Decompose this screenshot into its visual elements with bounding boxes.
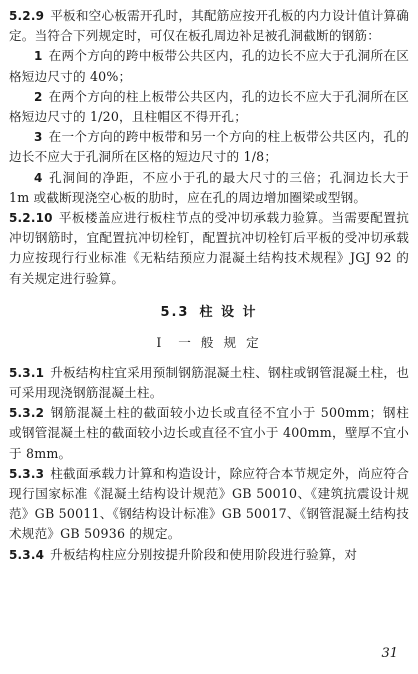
- clause-text: 钢筋混凝土柱的截面较小边长或直径不宜小于 500mm；钢柱或钢管混凝土柱的截面较小边长或直径不宜小于 400mm，壁厚不宜小于 8mm。: [9, 405, 409, 461]
- clause-text: 平板楼盖应进行板柱节点的受冲切承载力验算。当需要配置抗冲切钢筋时，宜配置抗冲切栓钉，配置抗冲切栓钉后平板的受冲切承载力应按现行行业标准《无粘结预应力混凝土结构技术规程》JGJ 92 的有关规定进行验算。: [9, 210, 409, 286]
- clause-number: 5.2.9: [9, 9, 45, 23]
- section-title: 柱 设 计: [199, 304, 258, 320]
- item-number: 2: [34, 89, 43, 104]
- item-number: 3: [34, 130, 43, 145]
- clause-5-2-9: [9, 6, 409, 46]
- item-number: 1: [34, 49, 43, 64]
- list-item: [9, 87, 409, 127]
- clause-5-3-3: [9, 464, 409, 545]
- item-number: 4: [34, 170, 43, 185]
- subsection-heading: [9, 333, 409, 355]
- section-number: 5.3: [160, 304, 190, 320]
- clause-text: 平板和空心板需开孔时，其配筋应按开孔板的内力设计值计算确定。当符合下列规定时，可仅在板孔周边补足被孔洞截断的钢筋：: [9, 8, 409, 44]
- item-text: 在一个方向的跨中板带和另一个方向的柱上板带公共区内，孔的边长不应大于孔洞所在区格的短边尺寸的 1/8；: [9, 129, 409, 165]
- clause-text: 升板结构柱应分别按提升阶段和使用阶段进行验算，对: [50, 546, 358, 562]
- clause-number: 5.3.4: [9, 547, 45, 562]
- item-text: 在两个方向的柱上板带公共区内，孔的边长不应大于孔洞所在区格短边尺寸的 1/20，且柱帽区不得开孔；: [9, 88, 409, 125]
- clause-number: 5.3.1: [9, 365, 45, 380]
- clause-5-3-4: [9, 545, 409, 565]
- clause-5-3-1: [9, 363, 409, 403]
- clause-number: 5.2.10: [9, 211, 53, 226]
- section-heading: [9, 303, 409, 325]
- page-number: 31: [381, 646, 398, 661]
- subsection-title: 一 般 规 定: [178, 334, 262, 350]
- document-page: [9, 0, 409, 565]
- item-text: 在两个方向的跨中板带公共区内，孔的边长不应大于孔洞所在区格短边尺寸的 40%；: [9, 48, 409, 84]
- list-item: [9, 127, 409, 167]
- clause-5-2-10: [9, 208, 409, 289]
- clause-number: 5.3.2: [9, 406, 45, 421]
- clause-text: 柱截面承载力计算和构造设计，除应符合本节规定外，尚应符合现行国家标准《混凝土结构设计规范》GB 50010、《建筑抗震设计规范》GB 50011、《钢结构设计标准》GB 50017、《钢管混凝土结构技术规范》GB 50936 的规定。: [9, 465, 409, 542]
- item-text: 孔洞间的净距，不应小于孔的最大尺寸的三倍；孔洞边长大于 1m 或截断现浇空心板的肋时，应在孔的周边增加圈梁或型钢。: [9, 169, 409, 205]
- subsection-numeral: Ⅰ: [156, 334, 165, 350]
- clause-text: 升板结构柱宜采用预制钢筋混凝土柱、钢柱或钢管混凝土柱，也可采用现浇钢筋混凝土柱。: [9, 364, 409, 401]
- clause-5-3-2: [9, 403, 409, 464]
- list-item: [9, 46, 409, 86]
- list-item: [9, 168, 409, 208]
- clause-number: 5.3.3: [9, 466, 45, 481]
